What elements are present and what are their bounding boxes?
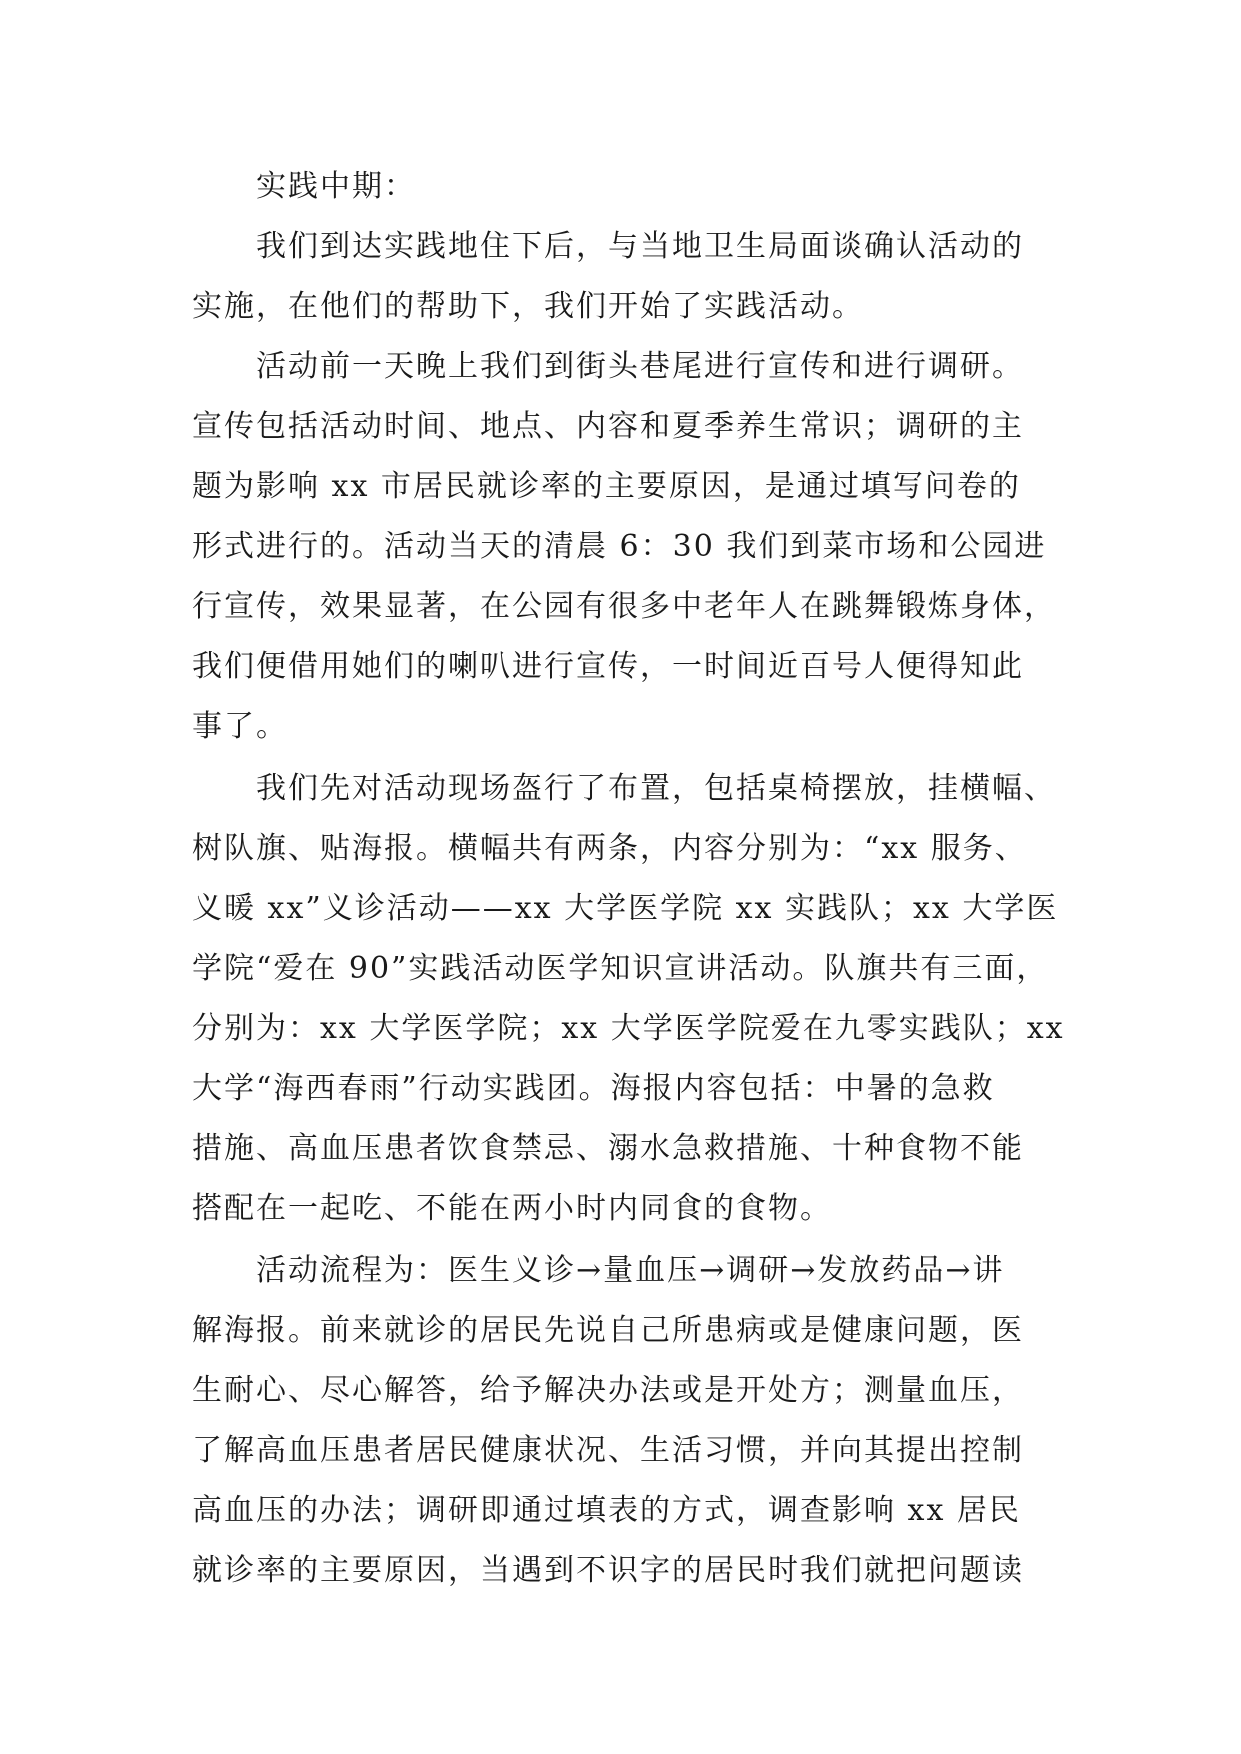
text-line: 事了。 (192, 709, 288, 744)
text-line: 树队旗、贴海报。横幅共有两条，内容分别为：“xx 服务、 (192, 831, 1027, 866)
text-line: 活动流程为：医生义诊→量血压→调研→发放药品→讲 (256, 1253, 1005, 1288)
text-line: 形式进行的。活动当天的清晨 6：30 我们到菜市场和公园进 (192, 529, 1047, 564)
text-line: 高血压的办法；调研即通过填表的方式，调查影响 xx 居民 (192, 1493, 1021, 1528)
text-line: 行宣传，效果显著，在公园有很多中老年人在跳舞锻炼身体， (192, 589, 1056, 624)
text-line: 我们便借用她们的喇叭进行宣传，一时间近百号人便得知此 (192, 649, 1024, 684)
text-line: 我们先对活动现场盔行了布置，包括桌椅摆放，挂横幅、 (256, 771, 1056, 806)
text-line: 实施，在他们的帮助下，我们开始了实践活动。 (192, 289, 864, 324)
text-line: 了解高血压患者居民健康状况、生活习惯，并向其提出控制 (192, 1433, 1024, 1468)
text-line: 搭配在一起吃、不能在两小时内同食的食物。 (192, 1191, 832, 1226)
text-line: 大学“海西春雨”行动实践团。海报内容包括：中暑的急救 (192, 1071, 995, 1106)
text-line: 题为影响 xx 市居民就诊率的主要原因，是通过填写问卷的 (192, 469, 1021, 504)
text-line: 义暖 xx”义诊活动——xx 大学医学院 xx 实践队；xx 大学医 (192, 891, 1059, 926)
text-line: 分别为：xx 大学医学院；xx 大学医学院爱在九零实践队；xx (192, 1011, 1065, 1046)
text-line: 活动前一天晚上我们到街头巷尾进行宣传和进行调研。 (256, 349, 1024, 384)
text-line: 生耐心、尽心解答，给予解决办法或是开处方；测量血压， (192, 1373, 1024, 1408)
text-line: 解海报。前来就诊的居民先说自己所患病或是健康问题，医 (192, 1313, 1024, 1348)
text-line: 就诊率的主要原因，当遇到不识字的居民时我们就把问题读 (192, 1553, 1024, 1588)
text-line: 措施、高血压患者饮食禁忌、溺水急救措施、十种食物不能 (192, 1131, 1024, 1166)
text-line: 学院“爱在 90”实践活动医学知识宣讲活动。队旗共有三面， (192, 951, 1049, 986)
text-line: 宣传包括活动时间、地点、内容和夏季养生常识；调研的主 (192, 409, 1024, 444)
text-line: 我们到达实践地住下后，与当地卫生局面谈确认活动的 (256, 229, 1024, 264)
heading-line: 实践中期： (256, 169, 416, 204)
